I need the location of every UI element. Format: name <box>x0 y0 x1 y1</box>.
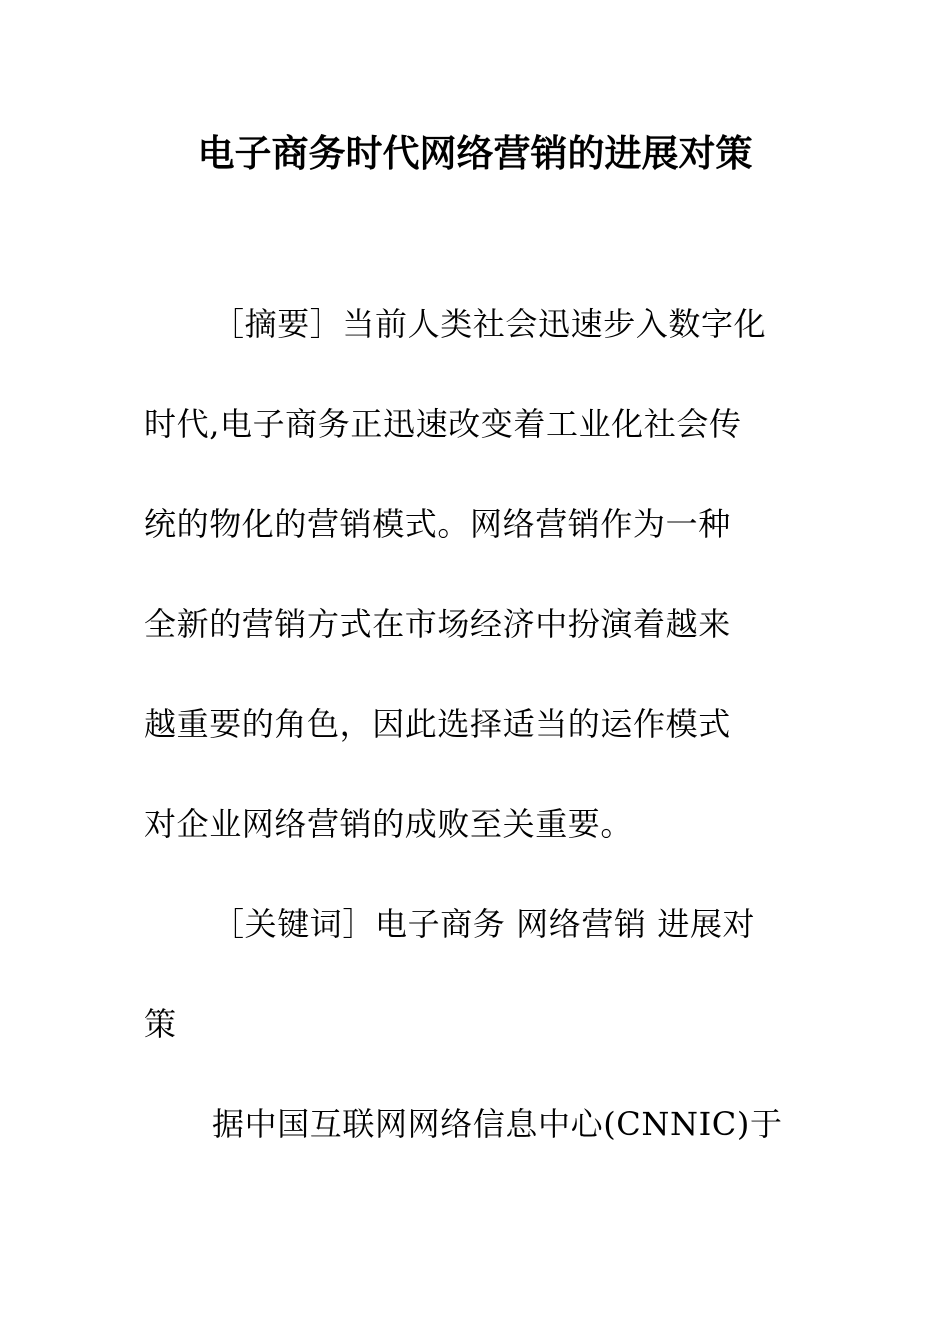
keywords-line-1: ［关键词］电子商务 网络营销 进展对 <box>212 905 756 943</box>
abstract-line-3: 统的物化的营销模式。网络营销作为一种 <box>144 505 731 543</box>
body-paragraph-line-1: 据中国互联网网络信息中心(CNNIC)于 <box>212 1105 783 1143</box>
document-title: 电子商务时代网络营销的进展对策 <box>197 132 753 175</box>
abstract-line-1: ［摘要］当前人类社会迅速步入数字化 <box>212 305 767 343</box>
abstract-line-4: 全新的营销方式在市场经济中扮演着越来 <box>144 605 731 643</box>
abstract-line-5: 越重要的角色，因此选择适当的运作模式 <box>144 705 731 743</box>
abstract-line-6: 对企业网络营销的成败至关重要。 <box>144 805 634 843</box>
abstract-line-2: 时代,电子商务正迅速改变着工业化社会传 <box>144 405 742 443</box>
keywords-line-2: 策 <box>144 1005 177 1043</box>
